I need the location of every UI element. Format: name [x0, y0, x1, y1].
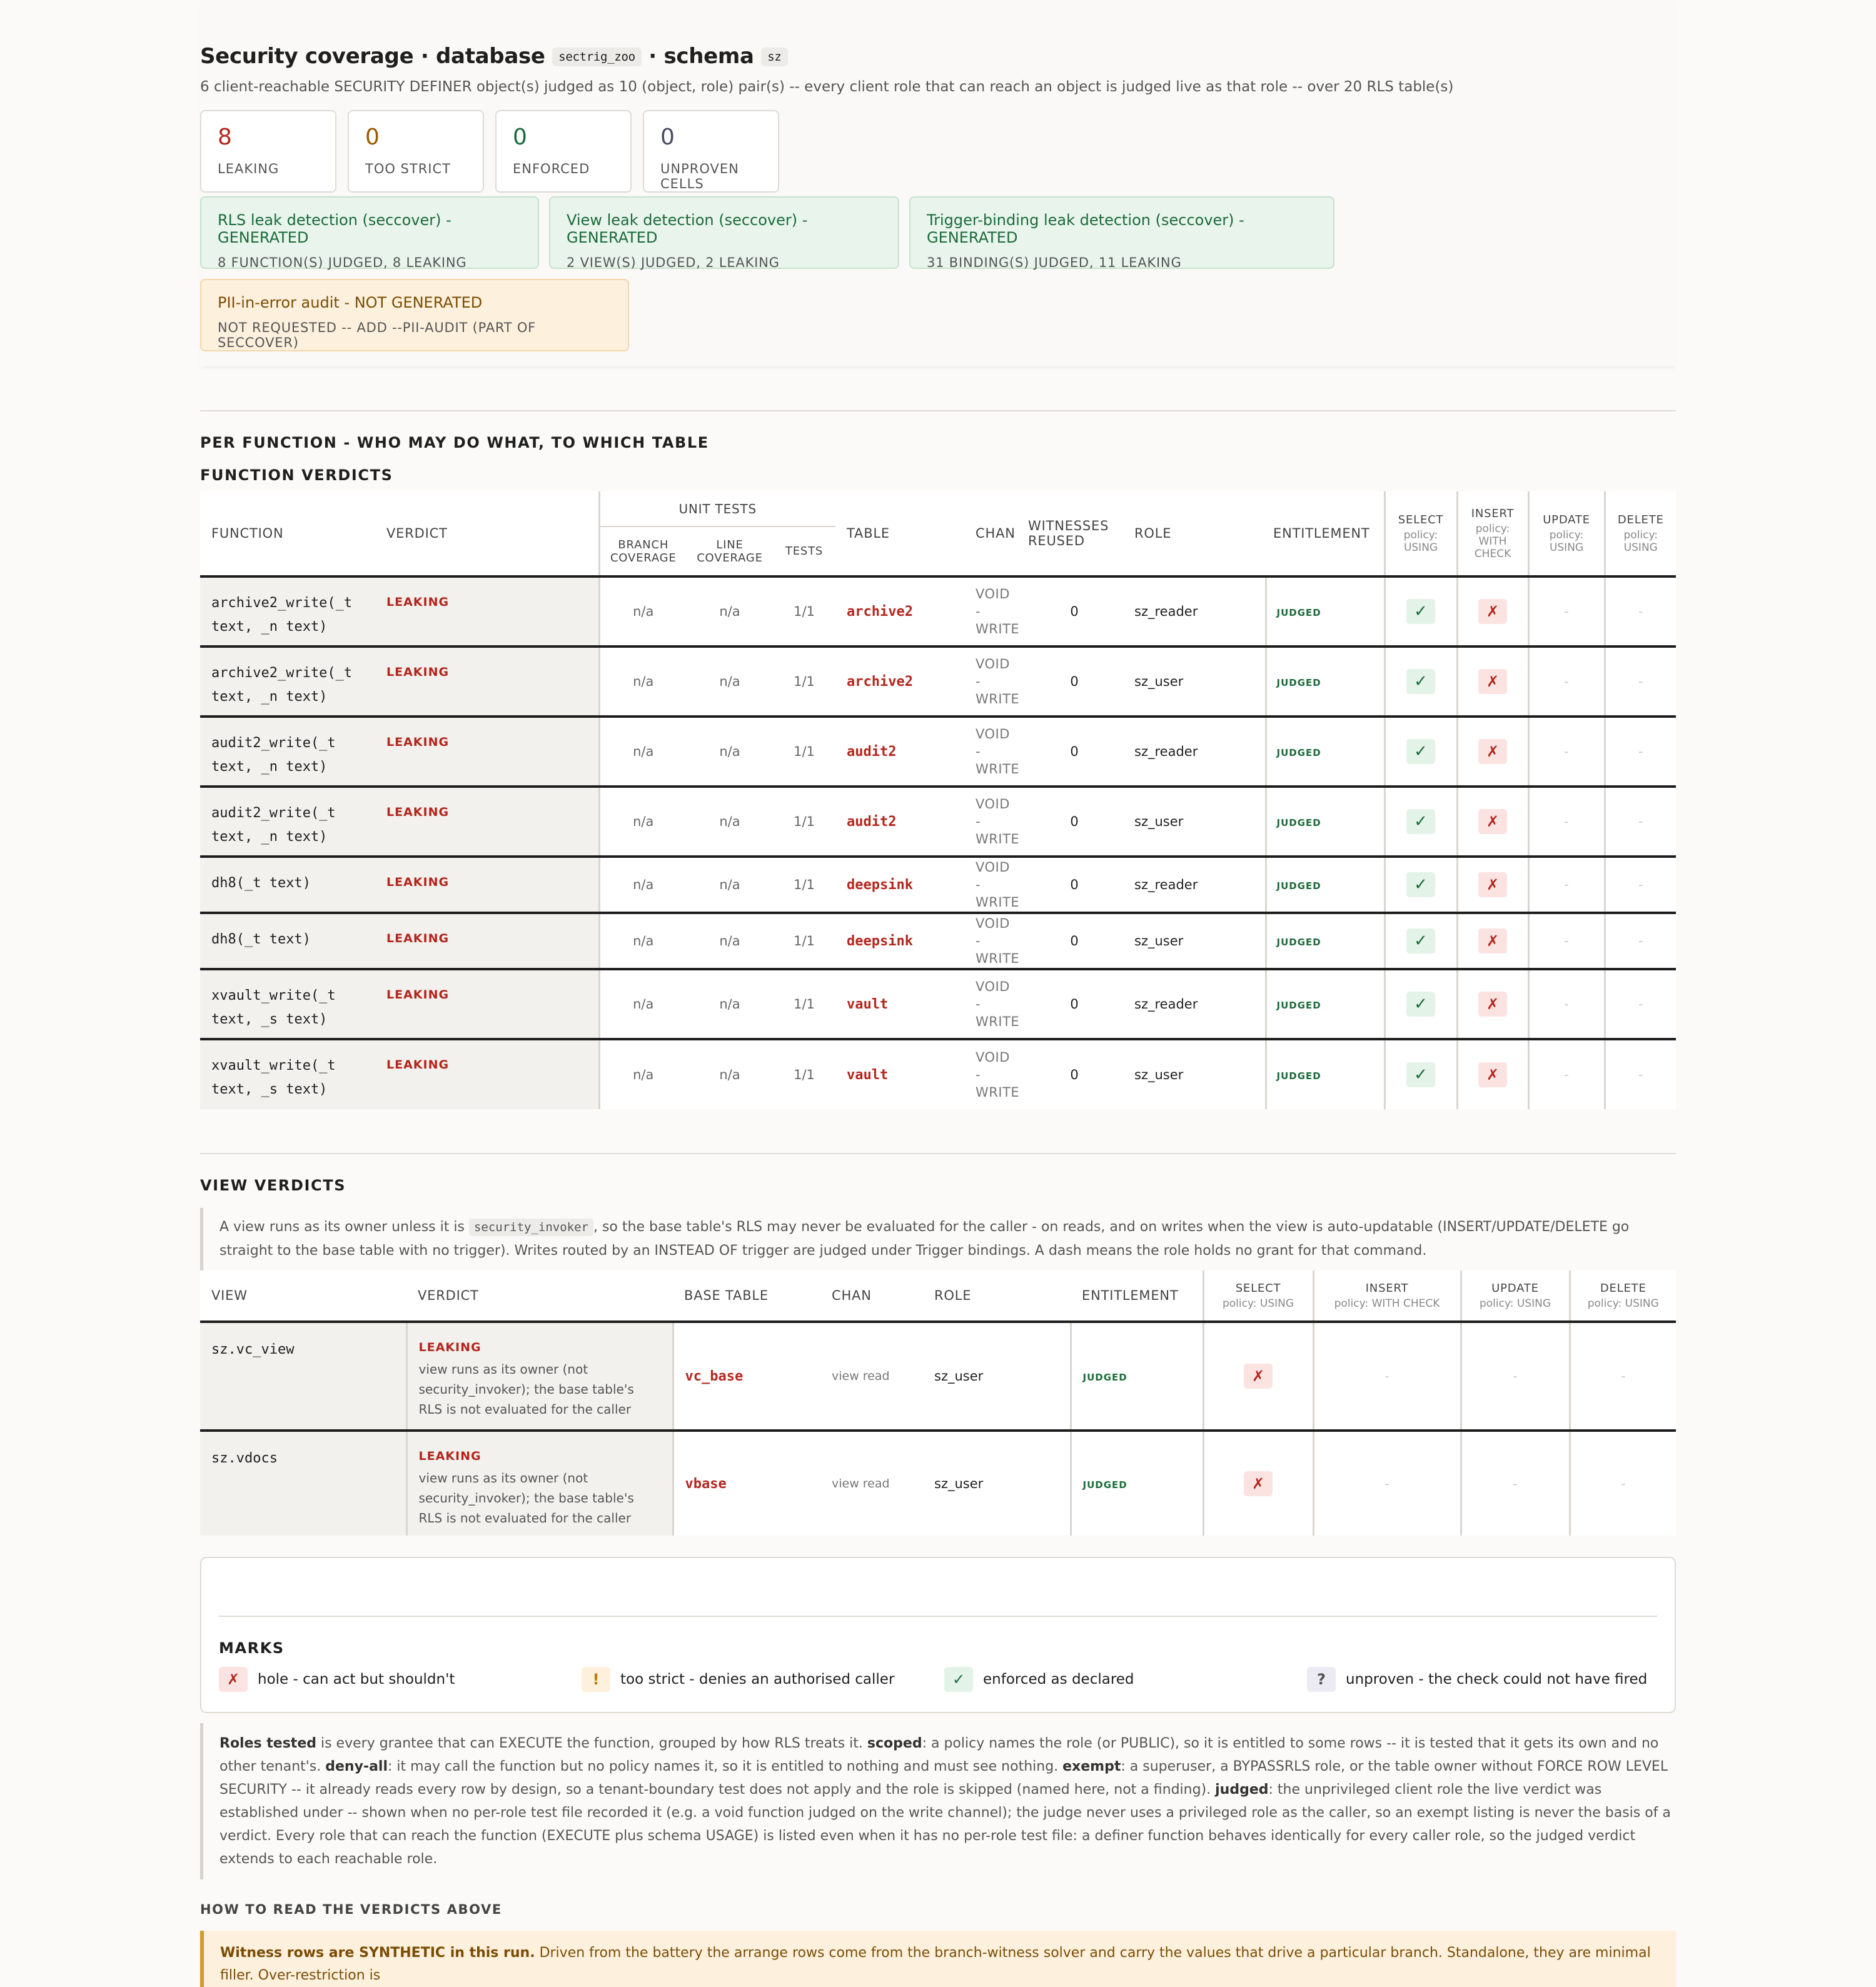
- cross-icon: ✗: [1478, 992, 1507, 1017]
- select-cell: [1384, 857, 1457, 913]
- no-grant-dash: -: [1638, 814, 1643, 829]
- update-cell: [1528, 1039, 1605, 1109]
- no-grant-dash: -: [1564, 997, 1569, 1012]
- table-row: [200, 646, 1676, 717]
- role-name: sz_reader: [1123, 969, 1266, 1039]
- col-view: VIEW: [211, 1288, 248, 1303]
- update-cell: [1461, 1431, 1570, 1536]
- check-icon: ✓: [1406, 872, 1435, 897]
- tests-count: 1/1: [773, 969, 835, 1039]
- line-coverage: n/a: [687, 787, 773, 857]
- table-name: audit2: [835, 787, 964, 857]
- channel: VOID - WRITE: [964, 1039, 1026, 1109]
- no-grant-dash: -: [1384, 1476, 1389, 1491]
- select-cell: [1203, 1322, 1313, 1431]
- table-row: [200, 576, 1676, 646]
- line-coverage: n/a: [687, 717, 773, 787]
- cross-icon: ✗: [1244, 1471, 1273, 1496]
- tests-count: 1/1: [773, 787, 835, 857]
- cross-icon: ✗: [1478, 928, 1507, 953]
- col-witnesses: WITNESSES REUSED: [1028, 518, 1109, 548]
- channel: VOID - WRITE: [964, 576, 1026, 646]
- delete-cell: [1570, 1322, 1676, 1431]
- channel: VOID - WRITE: [964, 787, 1026, 857]
- witnesses-reused: 0: [1026, 913, 1123, 969]
- entitlement: JUDGED: [1266, 1039, 1384, 1109]
- table-name: vault: [835, 969, 964, 1039]
- mark-too-strict: ! too strict - denies an authorised caller: [582, 1667, 944, 1692]
- exclamation-icon: !: [582, 1667, 610, 1692]
- stat-enforced: 0 ENFORCED: [495, 110, 632, 193]
- insert-cell: [1457, 717, 1528, 787]
- function-name: dh8(_t text): [200, 857, 375, 913]
- no-grant-dash: -: [1564, 604, 1569, 619]
- update-cell: [1528, 646, 1605, 717]
- insert-cell: [1457, 787, 1528, 857]
- channel: VOID - WRITE: [964, 857, 1026, 913]
- no-grant-dash: -: [1564, 744, 1569, 759]
- col-verdict: VERDICT: [418, 1288, 479, 1303]
- function-name: audit2_write(_t text, _n text): [200, 717, 375, 787]
- cross-icon: ✗: [219, 1667, 248, 1692]
- verdict-cell: LEAKING: [375, 646, 599, 717]
- view-verdicts-heading: VIEW VERDICTS: [200, 1177, 346, 1194]
- verdict-cell: LEAKING: [375, 913, 599, 969]
- entitlement: JUDGED: [1266, 576, 1384, 646]
- channel: view read: [820, 1322, 923, 1431]
- role-name: sz_reader: [1123, 857, 1266, 913]
- col-verdict: VERDICT: [386, 526, 448, 541]
- verdict-cell: LEAKING: [375, 969, 599, 1039]
- col-entitlement: ENTITLEMENT: [1273, 526, 1370, 541]
- entitlement: JUDGED: [1266, 646, 1384, 717]
- verdict-cell: LEAKING view runs as its owner (not security_invoker); the base table's RLS is not evaluated for the caller: [406, 1431, 673, 1536]
- no-grant-dash: -: [1564, 1067, 1569, 1082]
- tests-count: 1/1: [773, 857, 835, 913]
- select-cell: [1384, 913, 1457, 969]
- update-cell: [1528, 576, 1605, 646]
- view-name: sz.vdocs: [200, 1431, 406, 1536]
- base-table: vbase: [673, 1431, 820, 1536]
- view-verdicts-note: A view runs as its owner unless it is security_invoker , so the base table's RLS may never be evaluated for the caller - on reads, and on writes when the view is auto-updatable (INSERT/UPDATE/DELETE go straight to the base table with no trigger). Writes routed by an INSTEAD OF trigger are judged under Trigger bindings. A dash means the role holds no grant for that command.: [200, 1208, 1676, 1270]
- col-line-coverage: LINE COVERAGE: [697, 538, 763, 565]
- no-grant-dash: -: [1638, 604, 1643, 619]
- function-verdicts-heading: FUNCTION VERDICTS: [200, 466, 393, 484]
- update-cell: [1528, 787, 1605, 857]
- delete-cell: [1605, 787, 1676, 857]
- role-name: sz_user: [923, 1322, 1071, 1431]
- insert-cell: [1457, 913, 1528, 969]
- stat-too-strict: 0 TOO STRICT: [348, 110, 484, 193]
- table-name: archive2: [835, 646, 964, 717]
- badge-view-leak: View leak detection (seccover) - GENERATED 2 VIEW(S) JUDGED, 2 LEAKING: [549, 196, 899, 269]
- delete-cell: [1605, 969, 1676, 1039]
- table-row: [200, 857, 1676, 913]
- update-cell: [1461, 1322, 1570, 1431]
- table-row: [200, 787, 1676, 857]
- database-name: sectrig_zoo: [552, 48, 642, 66]
- function-verdicts-table: [200, 491, 1676, 1109]
- col-role: ROLE: [934, 1288, 972, 1303]
- entitlement: JUDGED: [1071, 1322, 1203, 1431]
- function-name: dh8(_t text): [200, 913, 375, 969]
- entitlement: JUDGED: [1266, 857, 1384, 913]
- view-verdicts-table: [200, 1270, 1676, 1536]
- witnesses-reused: 0: [1026, 857, 1123, 913]
- marks-heading: MARKS: [219, 1639, 285, 1657]
- select-cell: [1384, 646, 1457, 717]
- roles-tested-note: Roles tested is every grantee that can EXECUTE the function, grouped by how RLS treats it. scoped: a policy names the role (or PUBLIC), so it is entitled to some rows -- it is tested that it gets its own and no other tenant's. deny-all: it may call the function but no policy names it, so it is entitled to nothing and must see nothing. exempt: a superuser, a BYPASSRLS role, or the table owner without FORCE ROW LEVEL SECURITY -- it already reads every row by design, so a tenant-boundary test does not apply and the role is skipped (named here, not a finding). judged: the unprivileged client role the live verdict was established under -- shown when no per-role test file recorded it (e.g. a void function judged on the write channel); the judge never uses a privileged role as the caller, so an exempt listing is never the basis of a verdict. Every role that can reach the function (EXECUTE plus schema USAGE) is listed even when it has no per-role test file: a definer function behaves identically for every caller role, so the judged verdict extends to each reachable role.: [200, 1723, 1676, 1879]
- verdict-cell: LEAKING: [375, 857, 599, 913]
- channel: VOID - WRITE: [964, 969, 1026, 1039]
- no-grant-dash: -: [1513, 1476, 1518, 1491]
- col-base-table: BASE TABLE: [684, 1288, 769, 1303]
- no-grant-dash: -: [1564, 933, 1569, 948]
- no-grant-dash: -: [1638, 674, 1643, 689]
- function-name: audit2_write(_t text, _n text): [200, 787, 375, 857]
- branch-coverage: n/a: [599, 576, 687, 646]
- table-row: [200, 1431, 1676, 1536]
- verdict-cell: LEAKING: [375, 576, 599, 646]
- cross-icon: ✗: [1244, 1364, 1273, 1389]
- page-title: Security coverage · database sectrig_zoo · schema sz: [200, 44, 1676, 69]
- col-select: SELECT policy: USING: [1203, 1270, 1313, 1322]
- col-tests: TESTS: [785, 545, 824, 558]
- cross-icon: ✗: [1478, 739, 1507, 764]
- select-cell: [1384, 969, 1457, 1039]
- verdict-reason: view runs as its owner (not security_invoker); the base table's RLS is not evaluated for the caller: [418, 1471, 634, 1526]
- witness-warning: Witness rows are SYNTHETIC in this run. Driven from the battery the arrange rows come from the branch-witness solver and carry the values that drive a particular branch. Standalone, they are minimal filler. Over-restriction is: [200, 1931, 1676, 1987]
- delete-cell: [1605, 646, 1676, 717]
- witnesses-reused: 0: [1026, 576, 1123, 646]
- channel: VOID - WRITE: [964, 913, 1026, 969]
- delete-cell: [1605, 913, 1676, 969]
- summary-header: [200, 0, 1676, 366]
- delete-cell: [1605, 576, 1676, 646]
- col-chan: CHAN: [976, 526, 1016, 541]
- table-row: [200, 913, 1676, 969]
- question-icon: ?: [1307, 1667, 1336, 1692]
- witnesses-reused: 0: [1026, 646, 1123, 717]
- cross-icon: ✗: [1478, 1062, 1507, 1087]
- table-name: archive2: [835, 576, 964, 646]
- entitlement: JUDGED: [1266, 717, 1384, 787]
- mark-enforced: ✓ enforced as declared: [944, 1667, 1307, 1692]
- insert-cell: [1313, 1431, 1461, 1536]
- no-grant-dash: -: [1621, 1369, 1626, 1384]
- check-icon: ✓: [1406, 1062, 1435, 1087]
- delete-cell: [1605, 857, 1676, 913]
- entitlement: JUDGED: [1266, 787, 1384, 857]
- mark-unproven: ? unproven - the check could not have fired: [1307, 1667, 1647, 1692]
- verdict-reason: view runs as its owner (not security_invoker); the base table's RLS is not evaluated for the caller: [418, 1362, 634, 1417]
- role-name: sz_user: [1123, 1039, 1266, 1109]
- badge-pii-audit: PII-in-error audit - NOT GENERATED NOT REQUESTED -- ADD --PII-AUDIT (PART OF SECCOVER): [200, 279, 629, 351]
- insert-cell: [1457, 857, 1528, 913]
- update-cell: [1528, 969, 1605, 1039]
- tests-count: 1/1: [773, 1039, 835, 1109]
- col-update: UPDATE policy: USING: [1528, 491, 1605, 576]
- function-name: xvault_write(_t text, _s text): [200, 1039, 375, 1109]
- delete-cell: [1570, 1431, 1676, 1536]
- entitlement: JUDGED: [1266, 969, 1384, 1039]
- branch-coverage: n/a: [599, 717, 687, 787]
- per-function-heading: PER FUNCTION - WHO MAY DO WHAT, TO WHICH TABLE: [200, 434, 709, 451]
- insert-cell: [1457, 646, 1528, 717]
- delete-cell: [1605, 1039, 1676, 1109]
- tests-count: 1/1: [773, 646, 835, 717]
- tests-count: 1/1: [773, 576, 835, 646]
- cross-icon: ✗: [1478, 809, 1507, 834]
- role-name: sz_reader: [1123, 576, 1266, 646]
- function-name: xvault_write(_t text, _s text): [200, 969, 375, 1039]
- col-role: ROLE: [1134, 526, 1172, 541]
- marks-legend: [200, 1557, 1676, 1713]
- check-icon: ✓: [1406, 669, 1435, 694]
- select-cell: [1203, 1431, 1313, 1536]
- verdict-cell: LEAKING view runs as its owner (not security_invoker); the base table's RLS is not evaluated for the caller: [406, 1322, 673, 1431]
- col-insert: INSERT policy: WITH CHECK: [1457, 491, 1528, 576]
- channel: VOID - WRITE: [964, 717, 1026, 787]
- line-coverage: n/a: [687, 646, 773, 717]
- col-unit-tests: UNIT TESTS: [599, 491, 835, 526]
- col-delete: DELETE policy: USING: [1605, 491, 1676, 576]
- witnesses-reused: 0: [1026, 969, 1123, 1039]
- witnesses-reused: 0: [1026, 787, 1123, 857]
- stat-unproven: 0 UNPROVEN CELLS: [643, 110, 779, 193]
- col-branch-coverage: BRANCH COVERAGE: [599, 526, 687, 576]
- col-update: UPDATE policy: USING: [1461, 1270, 1570, 1322]
- role-name: sz_user: [1123, 787, 1266, 857]
- branch-coverage: n/a: [599, 1039, 687, 1109]
- check-icon: ✓: [944, 1667, 973, 1692]
- table-row: [200, 969, 1676, 1039]
- update-cell: [1528, 913, 1605, 969]
- report-badges: [200, 196, 1676, 351]
- col-select: SELECT policy: USING: [1384, 491, 1457, 576]
- insert-cell: [1457, 969, 1528, 1039]
- table-row: [200, 1322, 1676, 1431]
- delete-cell: [1605, 717, 1676, 787]
- stat-leaking: 8 LEAKING: [200, 110, 336, 193]
- table-name: vault: [835, 1039, 964, 1109]
- line-coverage: n/a: [687, 969, 773, 1039]
- role-name: sz_user: [923, 1431, 1071, 1536]
- branch-coverage: n/a: [599, 787, 687, 857]
- select-cell: [1384, 1039, 1457, 1109]
- schema-name: sz: [761, 48, 787, 66]
- witnesses-reused: 0: [1026, 717, 1123, 787]
- stat-cards: [200, 110, 1676, 193]
- select-cell: [1384, 576, 1457, 646]
- select-cell: [1384, 717, 1457, 787]
- update-cell: [1528, 717, 1605, 787]
- mark-hole: ✗ hole - can act but shouldn't: [219, 1667, 582, 1692]
- role-name: sz_user: [1123, 646, 1266, 717]
- check-icon: ✓: [1406, 599, 1435, 624]
- no-grant-dash: -: [1513, 1369, 1518, 1384]
- view-name: sz.vc_view: [200, 1322, 406, 1431]
- cross-icon: ✗: [1478, 872, 1507, 897]
- no-grant-dash: -: [1621, 1476, 1626, 1491]
- check-icon: ✓: [1406, 809, 1435, 834]
- entitlement: JUDGED: [1071, 1431, 1203, 1536]
- no-grant-dash: -: [1564, 877, 1569, 892]
- no-grant-dash: -: [1564, 674, 1569, 689]
- channel: view read: [820, 1431, 923, 1536]
- table-row: [200, 1039, 1676, 1109]
- insert-cell: [1313, 1322, 1461, 1431]
- page-subtitle: 6 client-reachable SECURITY DEFINER object(s) judged as 10 (object, role) pair(s) -- every client role that can reach an object is judged live as that role -- over 20 RLS table(s): [200, 79, 1454, 95]
- cross-icon: ✗: [1478, 669, 1507, 694]
- channel: VOID - WRITE: [964, 646, 1026, 717]
- col-table: TABLE: [847, 526, 890, 541]
- verdict-cell: LEAKING: [375, 717, 599, 787]
- tests-count: 1/1: [773, 913, 835, 969]
- cross-icon: ✗: [1478, 599, 1507, 624]
- verdict-cell: LEAKING: [375, 1039, 599, 1109]
- function-name: archive2_write(_t text, _n text): [200, 576, 375, 646]
- role-name: sz_user: [1123, 913, 1266, 969]
- no-grant-dash: -: [1638, 877, 1643, 892]
- function-name: archive2_write(_t text, _n text): [200, 646, 375, 717]
- col-insert: INSERT policy: WITH CHECK: [1313, 1270, 1461, 1322]
- verdict-cell: LEAKING: [375, 787, 599, 857]
- branch-coverage: n/a: [599, 913, 687, 969]
- table-name: deepsink: [835, 913, 964, 969]
- branch-coverage: n/a: [599, 646, 687, 717]
- how-to-read-heading: HOW TO READ THE VERDICTS ABOVE: [200, 1902, 502, 1917]
- line-coverage: n/a: [687, 576, 773, 646]
- table-name: audit2: [835, 717, 964, 787]
- line-coverage: n/a: [687, 1039, 773, 1109]
- no-grant-dash: -: [1638, 1067, 1643, 1082]
- role-name: sz_reader: [1123, 717, 1266, 787]
- select-cell: [1384, 787, 1457, 857]
- col-delete: DELETE policy: USING: [1570, 1270, 1676, 1322]
- col-function: FUNCTION: [211, 526, 284, 541]
- base-table: vc_base: [673, 1322, 820, 1431]
- check-icon: ✓: [1406, 928, 1435, 953]
- no-grant-dash: -: [1638, 744, 1643, 759]
- update-cell: [1528, 857, 1605, 913]
- badge-trigger-leak: Trigger-binding leak detection (seccover) - GENERATED 31 BINDING(S) JUDGED, 11 LEAKING: [909, 196, 1334, 269]
- badge-rls-leak: RLS leak detection (seccover) - GENERATED 8 FUNCTION(S) JUDGED, 8 LEAKING: [200, 196, 539, 269]
- witnesses-reused: 0: [1026, 1039, 1123, 1109]
- tests-count: 1/1: [773, 717, 835, 787]
- no-grant-dash: -: [1638, 933, 1643, 948]
- check-icon: ✓: [1406, 739, 1435, 764]
- entitlement: JUDGED: [1266, 913, 1384, 969]
- no-grant-dash: -: [1638, 997, 1643, 1012]
- col-entitlement: ENTITLEMENT: [1082, 1288, 1179, 1303]
- col-chan: CHAN: [832, 1288, 872, 1303]
- branch-coverage: n/a: [599, 969, 687, 1039]
- no-grant-dash: -: [1564, 814, 1569, 829]
- insert-cell: [1457, 1039, 1528, 1109]
- line-coverage: n/a: [687, 913, 773, 969]
- check-icon: ✓: [1406, 992, 1435, 1017]
- no-grant-dash: -: [1384, 1369, 1389, 1384]
- insert-cell: [1457, 576, 1528, 646]
- line-coverage: n/a: [687, 857, 773, 913]
- table-row: [200, 717, 1676, 787]
- table-name: deepsink: [835, 857, 964, 913]
- branch-coverage: n/a: [599, 857, 687, 913]
